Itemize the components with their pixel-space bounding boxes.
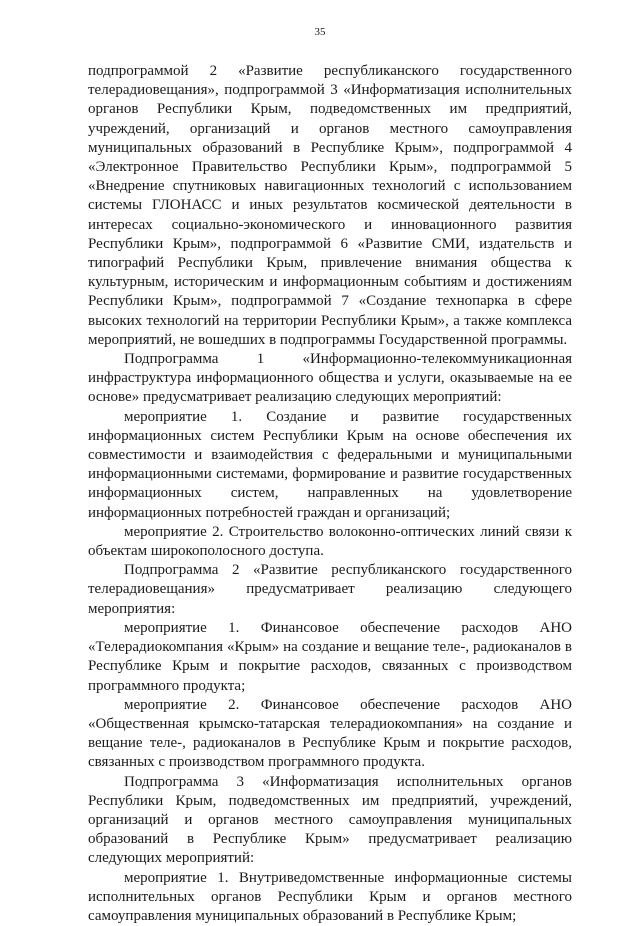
paragraph-subprogram-2-measure-1: мероприятие 1. Финансовое обеспечение расходов АНО «Телерадиокомпания «Крым» на создание и вещание теле-, радиоканалов в Республике Крым и покрытие расходов, связанных с производством программного продукта; [88,619,572,694]
paragraph-subprogram-1-measure-1: мероприятие 1. Создание и развитие государственных информационных систем Республики Крым на основе обеспечения их совместимости и взаимодействия с федеральными и муниципальными информационными системами, формирование и развитие государственных информационных систем, направленных на удовлетворение информационных потребностей граждан и организаций; [88,408,572,521]
page-number: 35 [314,26,326,38]
document-body [88,62,572,926]
paragraph-subprogram-2: Подпрограмма 2 «Развитие республиканского государственного телерадиовещания» предусматривает реализацию следующего мероприятия: [88,562,572,617]
paragraph-subprogram-3-measure-1: мероприятие 1. Внутриведомственные информационные системы исполнительных органов Республики Крым и органов местного самоуправления муниципальных образований в Республике Крым; [88,869,572,924]
paragraph-subprogram-1-measure-2: мероприятие 2. Строительство волоконно-оптических линий связи к объектам широкополосного доступа. [88,523,572,560]
paragraph-subprogram-2-measure-2: мероприятие 2. Финансовое обеспечение расходов АНО «Общественная крымско-татарская телерадиокомпания» на создание и вещание теле-, радиоканалов в Республике Крым и покрытие расходов, связанных с производством программного продукта. [88,696,572,771]
paragraph-continuation: подпрограммой 2 «Развитие республиканского государственного телерадиовещания», подпрограммой 3 «Информатизация исполнительных органов Республики Крым, подведомственных им предприятий, учреждений, организаций и органов местного самоуправления муниципальных образований в Республике Крым», подпрограммой 4 «Электронное Правительство Республики Крым», подпрограммой 5 «Внедрение спутниковых навигационных технологий с использованием системы ГЛОНАСС и иных результатов космической деятельности в интересах социально-экономического и инновационного развития Республики Крым», подпрограммой 6 «Развитие СМИ, издательств и типографий Республики Крым, привлечение внимания общества к культурным, историческим и информационным событиям и достижениям Республики Крым», подпрограммой 7 «Создание технопарка в сфере высоких технологий на территории Республики Крым», а также комплекса мероприятий, не вошедших в подпрограммы Государственной программы. [88,63,572,348]
paragraph-subprogram-1: Подпрограмма 1 «Информационно-телекоммуникационная инфраструктура информационного общества и услуги, оказываемые на ее основе» предусматривает реализацию следующих мероприятий: [88,351,572,406]
paragraph-subprogram-3: Подпрограмма 3 «Информатизация исполнительных органов Республики Крым, подведомственных им предприятий, учреждений, организаций и органов местного самоуправления муниципальных образований в Республике Крым» предусматривает реализацию следующих мероприятий: [88,773,572,867]
